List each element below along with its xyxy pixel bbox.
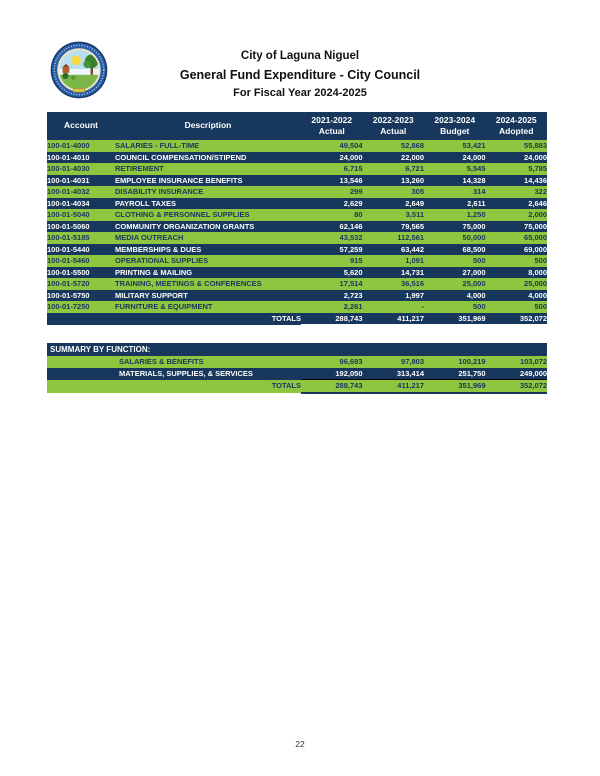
- value-cell: 62,146: [301, 221, 363, 233]
- value-cell: 4,000: [424, 290, 486, 302]
- value-cell: 314: [424, 186, 486, 198]
- year-sublabel: Actual: [318, 126, 345, 136]
- year-sublabel: Actual: [380, 126, 407, 136]
- value-cell: 13,260: [363, 175, 425, 187]
- page-number: 22: [295, 739, 305, 749]
- value-cell: 80: [301, 209, 363, 221]
- function-value-cell: 100,219: [424, 356, 486, 368]
- table-row: [47, 232, 547, 244]
- totals-row: [47, 313, 547, 325]
- table-row: [47, 301, 547, 313]
- value-cell: 50,000: [424, 232, 486, 244]
- totals-value-cell: 352,072: [486, 313, 548, 325]
- totals-value-cell: 351,969: [424, 313, 486, 325]
- summary-totals-value-cell: 352,072: [486, 380, 548, 393]
- value-cell: 14,436: [486, 175, 548, 187]
- function-value-cell: 249,000: [486, 368, 548, 380]
- table-row: [47, 244, 547, 256]
- value-cell: 36,516: [363, 278, 425, 290]
- value-cell: 17,514: [301, 278, 363, 290]
- value-cell: 5,785: [486, 163, 548, 175]
- summary-row: [47, 356, 547, 368]
- table-row: [47, 221, 547, 233]
- summary-totals-value-cell: 351,969: [424, 380, 486, 393]
- account-cell: 100-01-4000: [47, 140, 115, 152]
- value-cell: 5,545: [424, 163, 486, 175]
- value-cell: 57,259: [301, 244, 363, 256]
- report-title: General Fund Expenditure - City Council: [179, 67, 421, 82]
- description-cell: RETIREMENT: [115, 163, 301, 175]
- year-label: 2024-2025: [495, 114, 537, 125]
- value-cell: 4,000: [486, 290, 548, 302]
- table-row: [47, 278, 547, 290]
- account-cell: 100-01-5040: [47, 209, 115, 221]
- description-cell: MEDIA OUTREACH: [115, 232, 301, 244]
- value-cell: 52,868: [363, 140, 425, 152]
- table-header-row: [47, 112, 547, 140]
- account-cell: 100-01-4030: [47, 163, 115, 175]
- account-cell: 100-01-5185: [47, 232, 115, 244]
- value-cell: 1,250: [424, 209, 486, 221]
- value-cell: 1,997: [363, 290, 425, 302]
- value-cell: 75,000: [424, 221, 486, 233]
- description-cell: MILITARY SUPPORT: [115, 290, 301, 302]
- account-cell: 100-01-5500: [47, 267, 115, 279]
- value-cell: 8,000: [486, 267, 548, 279]
- value-cell: 2,261: [301, 301, 363, 313]
- value-cell: 5,620: [301, 267, 363, 279]
- table-row: [47, 290, 547, 302]
- value-cell: 2,649: [363, 198, 425, 210]
- value-cell: 915: [301, 255, 363, 267]
- value-cell: 3,511: [363, 209, 425, 221]
- function-value-cell: 313,414: [363, 368, 425, 380]
- summary-totals-value-cell: 288,743: [301, 380, 363, 393]
- value-cell: 24,000: [486, 152, 548, 164]
- totals-label: TOTALS: [47, 313, 301, 325]
- value-cell: 25,000: [424, 278, 486, 290]
- column-header-2023-2024: [424, 112, 486, 140]
- summary-heading-row: [47, 343, 547, 356]
- year-label: 2022-2023: [372, 114, 414, 125]
- description-cell: PRINTING & MAILING: [115, 267, 301, 279]
- value-cell: 305: [363, 186, 425, 198]
- value-cell: 2,000: [486, 209, 548, 221]
- account-cell: 100-01-4034: [47, 198, 115, 210]
- totals-value-cell: 411,217: [363, 313, 425, 325]
- description-cell: DISABILITY INSURANCE: [115, 186, 301, 198]
- column-header-2022-2023: [363, 112, 425, 140]
- value-cell: 500: [424, 301, 486, 313]
- column-header-2024-2025: [486, 112, 548, 140]
- table-row: [47, 140, 547, 152]
- function-value-cell: 192,050: [301, 368, 363, 380]
- description-cell: PAYROLL TAXES: [115, 198, 301, 210]
- table-row: [47, 163, 547, 175]
- account-cell: 100-01-5440: [47, 244, 115, 256]
- account-cell: 100-01-7250: [47, 301, 115, 313]
- function-value-cell: 96,693: [301, 356, 363, 368]
- value-cell: 112,561: [363, 232, 425, 244]
- city-name: City of Laguna Niguel: [240, 50, 360, 62]
- description-cell: SALARIES - FULL-TIME: [115, 140, 301, 152]
- summary-totals-value-cell: 411,217: [363, 380, 425, 393]
- table-row: [47, 209, 547, 221]
- value-cell: 2,646: [486, 198, 548, 210]
- value-cell: 49,504: [301, 140, 363, 152]
- year-label: 2021-2022: [311, 114, 353, 125]
- value-cell: 500: [486, 255, 548, 267]
- value-cell: 65,000: [486, 232, 548, 244]
- value-cell: 500: [424, 255, 486, 267]
- report-header: [0, 50, 600, 100]
- summary-heading: SUMMARY BY FUNCTION:: [47, 343, 547, 356]
- value-cell: 13,546: [301, 175, 363, 187]
- account-cell: 100-01-4032: [47, 186, 115, 198]
- value-cell: 322: [486, 186, 548, 198]
- table-row: [47, 175, 547, 187]
- table-row: [47, 255, 547, 267]
- description-cell: OPERATIONAL SUPPLIES: [115, 255, 301, 267]
- description-cell: COMMUNITY ORGANIZATION GRANTS: [115, 221, 301, 233]
- summary-totals-row: [47, 380, 547, 393]
- description-cell: FURNITURE & EQUIPMENT: [115, 301, 301, 313]
- year-label: 2023-2024: [434, 114, 476, 125]
- value-cell: 6,721: [363, 163, 425, 175]
- function-value-cell: 97,803: [363, 356, 425, 368]
- function-value-cell: 251,750: [424, 368, 486, 380]
- description-cell: MEMBERSHIPS & DUES: [115, 244, 301, 256]
- value-cell: 500: [486, 301, 548, 313]
- expenditure-table: [47, 112, 547, 325]
- value-cell: 68,500: [424, 244, 486, 256]
- value-cell: 2,723: [301, 290, 363, 302]
- column-header-account: Account: [47, 112, 115, 140]
- value-cell: 24,000: [301, 152, 363, 164]
- value-cell: 79,565: [363, 221, 425, 233]
- value-cell: 14,731: [363, 267, 425, 279]
- fiscal-year: For Fiscal Year 2024-2025: [233, 86, 367, 99]
- value-cell: 27,000: [424, 267, 486, 279]
- value-cell: 22,000: [363, 152, 425, 164]
- year-sublabel: Adopted: [499, 126, 534, 136]
- value-cell: 55,883: [486, 140, 548, 152]
- table-row: [47, 198, 547, 210]
- value-cell: 1,091: [363, 255, 425, 267]
- value-cell: -: [363, 301, 425, 313]
- description-cell: TRAINING, MEETINGS & CONFERENCES: [115, 278, 301, 290]
- value-cell: 14,328: [424, 175, 486, 187]
- summary-table: [47, 343, 547, 394]
- value-cell: 53,421: [424, 140, 486, 152]
- table-row: [47, 267, 547, 279]
- value-cell: 43,532: [301, 232, 363, 244]
- value-cell: 6,715: [301, 163, 363, 175]
- summary-totals-label: TOTALS: [47, 380, 301, 393]
- value-cell: 75,000: [486, 221, 548, 233]
- account-cell: 100-01-5750: [47, 290, 115, 302]
- account-cell: 100-01-4010: [47, 152, 115, 164]
- table-row: [47, 186, 547, 198]
- value-cell: 69,000: [486, 244, 548, 256]
- value-cell: 2,629: [301, 198, 363, 210]
- column-header-2021-2022: [301, 112, 363, 140]
- description-cell: CLOTHING & PERSONNEL SUPPLIES: [115, 209, 301, 221]
- description-cell: COUNCIL COMPENSATION/STIPEND: [115, 152, 301, 164]
- function-value-cell: 103,072: [486, 356, 548, 368]
- account-cell: 100-01-5460: [47, 255, 115, 267]
- description-cell: EMPLOYEE INSURANCE BENEFITS: [115, 175, 301, 187]
- account-cell: 100-01-4031: [47, 175, 115, 187]
- function-label-cell: MATERIALS, SUPPLIES, & SERVICES: [47, 368, 301, 380]
- value-cell: 63,442: [363, 244, 425, 256]
- column-header-description: Description: [115, 112, 301, 140]
- year-sublabel: Budget: [440, 126, 470, 136]
- value-cell: 24,000: [424, 152, 486, 164]
- value-cell: 25,000: [486, 278, 548, 290]
- summary-row: [47, 368, 547, 380]
- account-cell: 100-01-5060: [47, 221, 115, 233]
- totals-value-cell: 288,743: [301, 313, 363, 325]
- value-cell: 2,611: [424, 198, 486, 210]
- table-row: [47, 152, 547, 164]
- value-cell: 299: [301, 186, 363, 198]
- account-cell: 100-01-5720: [47, 278, 115, 290]
- function-label-cell: SALARIES & BENEFITS: [47, 356, 301, 368]
